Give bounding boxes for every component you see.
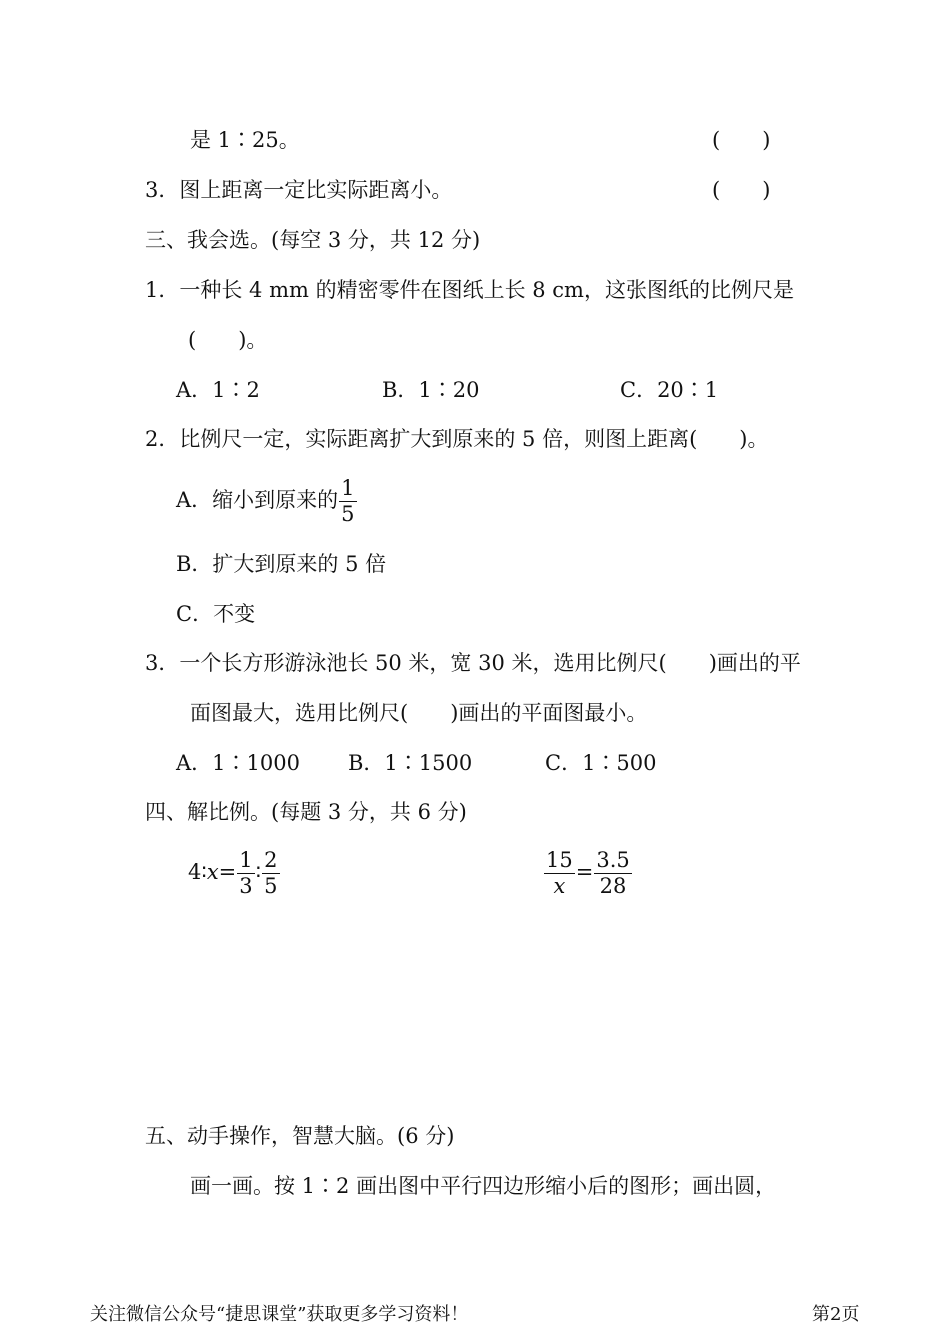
fraction-numerator: 1 [341, 476, 355, 500]
fraction-denominator: x [553, 874, 566, 898]
fraction-denominator: 28 [599, 874, 627, 898]
footer-promo: 关注微信公众号“捷思课堂”获取更多学习资料！ [90, 1304, 469, 1325]
q3-true-false: 3．图上距离一定比实际距离小。 [145, 178, 453, 202]
drawing-task-text: 画一画。按 1∶2 画出图中平行四边形缩小后的图形；画出圆， [190, 1174, 777, 1198]
fraction-one-fifth [339, 478, 356, 525]
q3-answer-blank: ( ) [712, 178, 771, 202]
choice-q2-option-b: B．扩大到原来的 5 倍 [176, 552, 387, 576]
q2-answer-blank: ( ) [712, 128, 771, 152]
section-five-heading: 五、动手操作，智慧大脑。(6 分) [145, 1124, 455, 1148]
fraction-numerator: 2 [264, 848, 278, 872]
fraction-numerator: 3.5 [596, 848, 630, 872]
fraction-numerator: 15 [546, 848, 573, 872]
choice-q1-option-b: B．1∶20 [382, 378, 480, 402]
choice-q1-blank: ( )。 [188, 328, 268, 352]
eq1-lhs: 4∶ [188, 860, 207, 884]
choice-q3-option-b: B．1∶1500 [348, 751, 473, 775]
eq1-variable: x [206, 860, 219, 884]
fraction-denominator: 5 [341, 502, 355, 526]
proportion-equation-1 [188, 850, 281, 897]
choice-q2-text: 2．比例尺一定，实际距离扩大到原来的 5 倍，则图上距离( )。 [145, 427, 769, 451]
fraction-denominator: 5 [264, 874, 278, 898]
eq2-fraction-2 [594, 850, 631, 897]
choice-q2-option-a [176, 478, 358, 525]
choice-q1-option-c: C．20∶1 [620, 378, 719, 402]
page-number: 第2页 [812, 1304, 860, 1325]
eq1-fraction-1 [237, 850, 254, 897]
section-three-heading: 三、我会选。(每空 3 分，共 12 分) [145, 228, 481, 252]
fraction-numerator: 1 [239, 848, 253, 872]
eq1-ratio-colon: ∶ [255, 860, 262, 884]
choice-q1-text: 1．一种长 4 mm 的精密零件在图纸上长 8 cm，这张图纸的比例尺是 [145, 278, 794, 302]
q2-continuation: 是 1∶25。 [190, 128, 300, 152]
choice-q3-option-a: A．1∶1000 [176, 751, 300, 775]
section-four-heading: 四、解比例。(每题 3 分，共 6 分) [145, 800, 467, 824]
eq1-fraction-2 [262, 850, 279, 897]
eq1-equals: = [218, 860, 237, 884]
fraction-denominator: 3 [239, 874, 253, 898]
choice-q3-option-c: C．1∶500 [545, 751, 657, 775]
choice-q2-option-a-label: A．缩小到原来的 [176, 488, 339, 512]
choice-q1-option-a: A．1∶2 [176, 378, 260, 402]
proportion-equation-2 [543, 850, 633, 897]
choice-q3-line1: 3．一个长方形游泳池长 50 米，宽 30 米，选用比例尺( )画出的平 [145, 651, 801, 675]
choice-q2-option-c: C．不变 [176, 602, 256, 626]
eq2-fraction-1 [544, 850, 575, 897]
eq2-equals: = [575, 860, 594, 884]
choice-q3-line2: 面图最大，选用比例尺( )画出的平面图最小。 [190, 701, 648, 725]
